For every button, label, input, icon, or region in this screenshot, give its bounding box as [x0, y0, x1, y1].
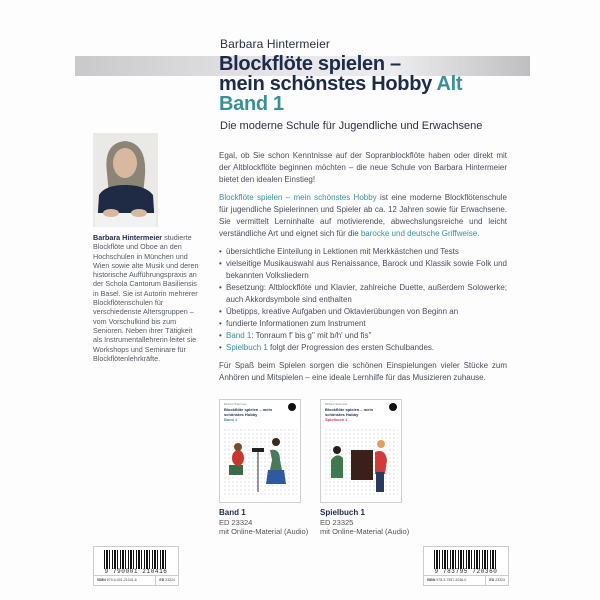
feature-item: [219, 318, 507, 330]
feature-item: [219, 282, 507, 306]
title-accent: Alt: [436, 73, 463, 95]
ed-box: [485, 576, 505, 585]
ed-value: 23324: [495, 578, 505, 582]
book-ed-number: ED 23325: [320, 517, 354, 527]
cover-illustration-icon: [321, 400, 401, 502]
book-note: mit Online-Material (Audio): [219, 527, 309, 536]
isbn-label: ISMN: [97, 578, 106, 582]
feature-text: vielseitige Musikauswahl aus Renaissance, Barock und Klassik sowie Folk und bekannten Volksliedern: [226, 259, 507, 280]
ed-label: ED: [489, 578, 495, 582]
title-line-2: [219, 74, 462, 94]
cover-title: Blockflöte spielen – mein schönstes Hobby: [224, 407, 273, 417]
book-title-label: Band 1: [219, 508, 246, 517]
description-paragraph: [219, 192, 507, 240]
feature-item: [219, 342, 507, 354]
book-ed-number: ED 23324: [219, 517, 253, 527]
intro-paragraph: Egal, ob Sie schon Kenntnisse auf der Sopranblockflöte haben oder direkt mit der Altblockflöte beginnen möchten – die neue Schule von Barbara Hintermeier bietet den idealen Einstieg!: [219, 151, 507, 184]
author-photo: [93, 133, 158, 227]
feature-text: : Tonraum f' bis g'' mit b/h' und fis'': [251, 331, 372, 340]
bio-text: studierte Blockflöte und Oboe an den Hochschulen in München und Wien sowie alte Musik und deren historische Aufführungspraxis an der Schola Cantorum Basiliensis in Basel. Sie ist Autorin mehrerer Blockflötenschulen für verschiedenste Altersgruppen – vom Vorschulkind bis zum Senioren. Neben ihrer Tätigkeit als Instrumentallehrerin leitet sie Workshops und Seminare für Blockflötenlehrkräfte.: [93, 233, 199, 363]
barcode-isbn: [423, 546, 509, 586]
book-caption-spielbuch-1: [320, 508, 409, 537]
feature-item: [219, 330, 507, 342]
feature-prefix: Band 1: [226, 331, 252, 340]
description-highlight-2: barocke und deutsche Griffweise: [360, 229, 478, 238]
cover-subtitle: Band 1: [224, 417, 238, 422]
isbn-label: ISBN: [427, 578, 436, 582]
feature-text: Besetzung: Altblockflöte und Klavier, zahlreiche Duette, außerdem Solowerke; auch Akkordsymbole sind enthalten: [226, 283, 507, 304]
ed-value: 23324: [165, 578, 175, 582]
barcode-info: [424, 575, 508, 585]
isbn-value: 979-0-001-21041-6: [106, 578, 137, 582]
feature-text: Übetipps, kreative Aufgaben und Oktavierübungen von Beginn an: [226, 307, 459, 316]
author-name: Barbara Hintermeier: [220, 37, 330, 51]
book-cover-spielbuch-1[interactable]: [320, 399, 402, 503]
description-end: .: [477, 229, 480, 238]
cover-subtitle: Spielbuch 1: [325, 417, 348, 422]
book-title: [219, 54, 462, 114]
barcode-bars: [434, 550, 496, 569]
feature-prefix: Spielbuch 1: [226, 343, 268, 352]
feature-text: folgt der Progression des ersten Schulbandes.: [267, 343, 435, 352]
cover-title: Blockflöte spielen – mein schönstes Hobby: [325, 407, 374, 417]
feature-item: [219, 258, 507, 282]
title-main: mein schönstes Hobby: [219, 73, 432, 95]
description-highlight: Blockflöte spielen – mein schönstes Hobby: [219, 193, 377, 202]
ed-box: [155, 576, 175, 585]
feature-text: übersichtliche Einteilung in Lektionen mit Merkkästchen und Tests: [226, 247, 459, 256]
barcode-ismn: [93, 546, 179, 586]
isbn-value: 978-3-7957-2036-0: [436, 578, 467, 582]
barcode-bars: [104, 550, 166, 569]
book-cover-band-1[interactable]: [219, 399, 301, 503]
book-note: mit Online-Material (Audio): [320, 527, 410, 536]
feature-text: fundierte Informationen zum Instrument: [226, 319, 366, 328]
cover-author: Barbara Hintermeier: [325, 403, 348, 406]
barcode-number: 9 790001 210416: [104, 568, 168, 575]
title-line-1: Blockflöte spielen –: [219, 53, 401, 75]
closing-paragraph: Für Spaß beim Spielen sorgen die schönen Einspielungen vieler Stücke zum Anhören und Mitspielen – eine ideale Lernhilfe für das Musizieren zuhause.: [219, 361, 507, 382]
cover-author: Barbara Hintermeier: [224, 403, 247, 406]
author-bio: [93, 233, 203, 363]
ed-label: ED: [159, 578, 165, 582]
feature-item: [219, 246, 507, 258]
cover-illustration-icon: [220, 400, 300, 502]
barcode-number: 9 783795 720360: [434, 568, 498, 575]
bio-name: Barbara Hintermeier: [93, 233, 163, 242]
feature-item: [219, 306, 507, 318]
description-text: ist eine moderne Blockflötenschule für jugendliche Spielerinnen und Spieler ab ca. 12 Jahren sowie für Erwachsene. Sie vermittelt Lerninhalte auf motivierende, abwechslungsreiche und leicht verständliche Art und eignet sich für die: [219, 193, 507, 238]
book-title-label: Spielbuch 1: [320, 508, 365, 517]
subtitle: Die moderne Schule für Jugendliche und Erwachsene: [220, 120, 483, 132]
description: [219, 150, 507, 390]
barcode-info: [94, 575, 178, 585]
feature-list: [219, 246, 507, 354]
title-line-3: Band 1: [219, 93, 284, 115]
book-caption-band-1: [219, 508, 308, 537]
